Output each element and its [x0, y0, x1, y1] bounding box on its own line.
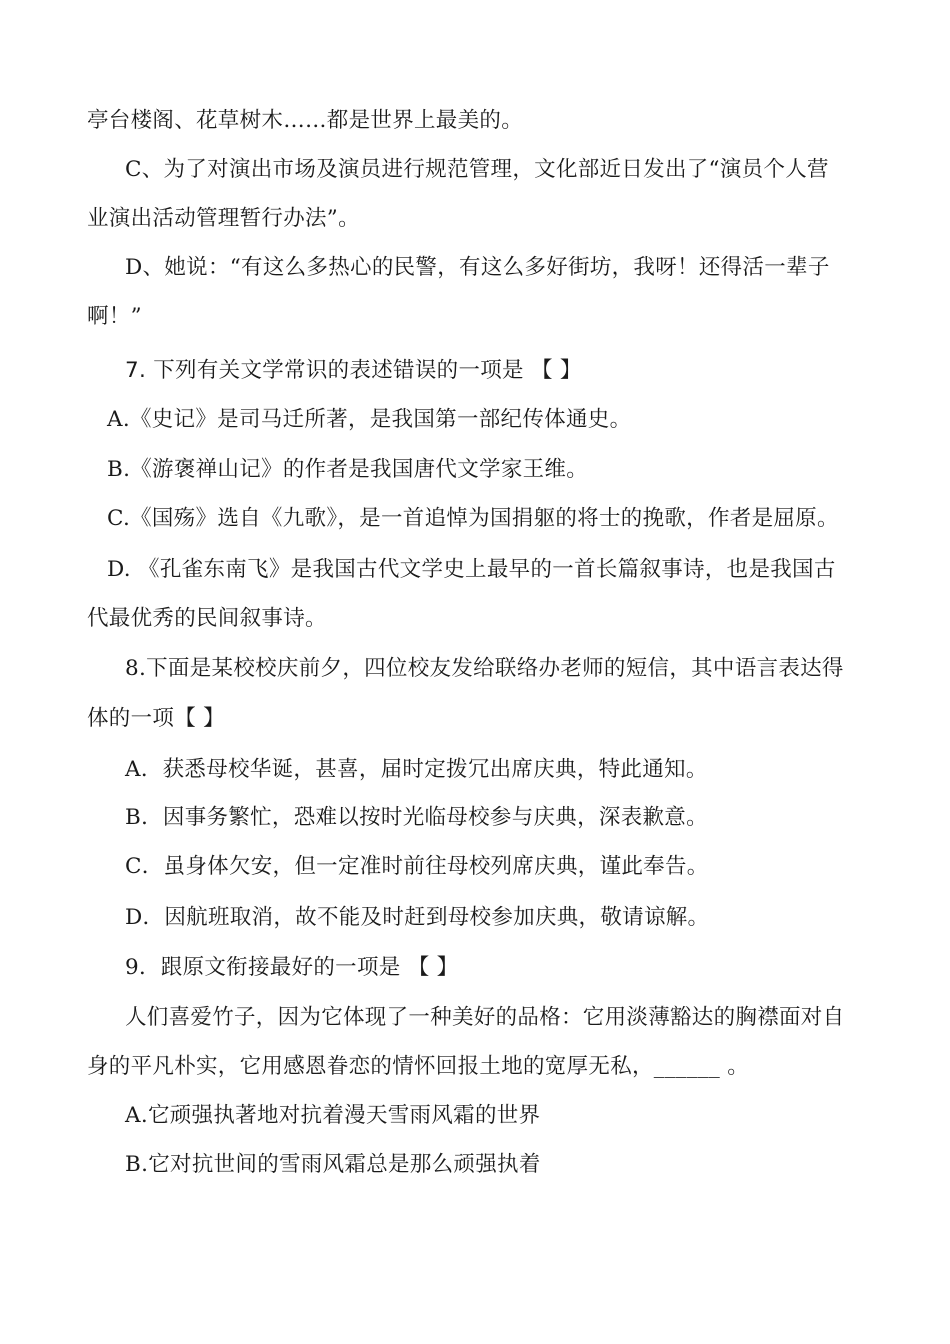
question-8-option-d: D．因航班取消，故不能及时赶到母校参加庆典，敬请谅解。 — [125, 905, 710, 930]
question-9-title: 9．跟原文衔接最好的一项是 【 】 — [125, 955, 459, 980]
question-7-option-d-cont: 代最优秀的民间叙事诗。 — [87, 606, 327, 631]
question-7-option-b: B.《游褒禅山记》的作者是我国唐代文学家王维。 — [107, 457, 589, 482]
question-8-option-b: B．因事务繁忙，恐难以按时光临母校参与庆典，深表歉意。 — [125, 805, 708, 830]
text-line-5: 啊！” — [87, 304, 142, 329]
text-line-3: 业演出活动管理暂行办法”。 — [87, 206, 360, 231]
question-8-title-cont: 体的一项【 】 — [87, 706, 225, 731]
question-7-title: 7. 下列有关文学常识的表述错误的一项是 【 】 — [125, 358, 582, 383]
text-line-1: 亭台楼阁、花草树木……都是世界上最美的。 — [87, 108, 524, 133]
question-8-title: 8.下面是某校校庆前夕，四位校友发给联络办老师的短信，其中语言表达得 — [125, 656, 844, 681]
text-line-4: D、她说：“有这么多热心的民警，有这么多好街坊，我呀！还得活一辈子 — [125, 255, 830, 280]
question-9-option-b: B.它对抗世间的雪雨风霜总是那么顽强执着 — [125, 1152, 541, 1177]
question-9-passage-2: 身的平凡朴实，它用感恩眷恋的情怀回报土地的宽厚无私，______ 。 — [87, 1054, 750, 1079]
text-line-2: C、为了对演出市场及演员进行规范管理，文化部近日发出了“演员个人营 — [125, 157, 829, 182]
question-9-option-a: A.它顽强执著地对抗着漫天雪雨风霜的世界 — [125, 1103, 541, 1128]
question-8-option-a: A．获悉母校华诞，甚喜，届时定拨冗出席庆典，特此通知。 — [125, 757, 708, 782]
question-7-option-c: C.《国殇》选自《九歌》，是一首追悼为国捐躯的将士的挽歌，作者是屈原。 — [107, 506, 839, 531]
question-7-option-d: D. 《孔雀东南飞》是我国古代文学史上最早的一首长篇叙事诗，也是我国古 — [107, 557, 836, 582]
question-7-option-a: A.《史记》是司马迁所著，是我国第一部纪传体通史。 — [107, 407, 632, 432]
question-8-option-c: C．虽身体欠安，但一定准时前往母校列席庆典，谨此奉告。 — [125, 854, 709, 879]
question-9-passage-1: 人们喜爱竹子，因为它体现了一种美好的品格：它用淡薄豁达的胸襟面对自 — [125, 1005, 845, 1030]
